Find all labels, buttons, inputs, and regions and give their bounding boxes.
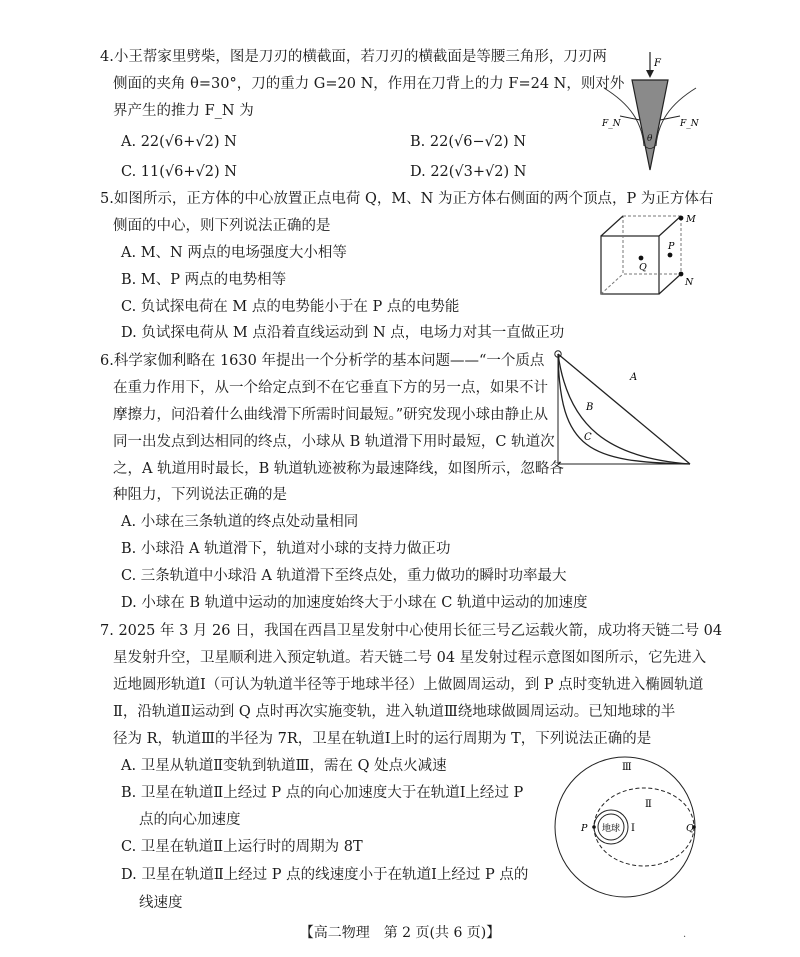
q4-normal-left-label: F_N	[602, 119, 621, 129]
q4-stem-line-2: 侧面的夹角 θ=30°，刀的重力 G=20 N，作用在刀背上的力 F=24 N，则对外	[113, 76, 625, 92]
q6-stem-line-1: 6.科学家伽利略在 1630 年提出一个分析学的基本问题——“一个质点	[100, 353, 545, 369]
corner-mark: ·	[683, 932, 687, 943]
q6-stem-line-3: 摩擦力，问沿着什么曲线滑下所需时间最短。”研究发现小球由静止从	[113, 407, 549, 423]
q6-option-c: C. 三条轨道中小球沿 A 轨道滑下至终点处，重力做功的瞬时功率最大	[121, 568, 567, 584]
q6-stem-line-4: 同一出发点到达相同的终点，小球从 B 轨道滑下用时最短，C 轨道次	[113, 434, 555, 450]
q4-option-d: D. 22(√3+√2) N	[410, 164, 527, 180]
q7-option-d-line-1: D. 卫星在轨道Ⅱ上经过 P 点的线速度小于在轨道Ⅰ上经过 P 点的	[121, 867, 529, 883]
q7-orbit-3	[555, 757, 695, 897]
q4-stem-line-3: 界产生的推力 F_N 为	[113, 103, 254, 119]
q6-label-c: C	[584, 432, 592, 443]
q5-option-c: C. 负试探电荷在 M 点的电势能小于在 P 点的电势能	[121, 299, 460, 315]
q4-blade-figure	[598, 50, 710, 175]
q7-label-p: P	[581, 823, 588, 834]
q6-stem-line-5: 之，A 轨道用时最长，B 轨道轨迹被称为最速降线，如图所示，忽略各	[113, 461, 564, 477]
q7-label-orbit3: Ⅲ	[622, 762, 632, 773]
q7-label-earth: 地球	[602, 824, 621, 834]
q7-stem-line-2: 星发射升空，卫星顺利进入预定轨道。若天链二号 04 星发射过程示意图如图所示，它先进入	[113, 650, 707, 666]
q7-label-orbit2: Ⅱ	[645, 799, 652, 810]
q4-force-label: F	[654, 58, 661, 69]
q4-stem-line-1: 4.小王帮家里劈柴，图是刀刃的横截面，若刀刃的横截面是等腰三角形，刀刃两	[100, 49, 607, 65]
q5-label-n: N	[685, 277, 694, 288]
q5-option-d: D. 负试探电荷从 M 点沿着直线运动到 N 点，电场力对其一直做正功	[121, 325, 565, 341]
q5-label-m: M	[686, 214, 696, 225]
q7-option-d-line-2: 线速度	[139, 895, 183, 911]
q7-stem-line-1: 7. 2025 年 3 月 26 日，我国在西昌卫星发射中心使用长征三号乙运载火箭，成功将天链二号 04	[100, 623, 723, 639]
q4-angle-label: θ	[647, 134, 653, 144]
q6-option-d: D. 小球在 B 轨道中运动的加速度始终大于小球在 C 轨道中运动的加速度	[121, 595, 588, 611]
q6-track-figure	[548, 346, 696, 468]
q7-stem-line-4: Ⅱ，沿轨道Ⅱ运动到 Q 点时再次实施变轨，进入轨道Ⅲ绕地球做圆周运动。已知地球的半	[113, 704, 676, 720]
q5-cube-figure	[595, 212, 705, 297]
q4-option-c: C. 11(√6+√2) N	[121, 164, 237, 180]
q4-option-b: B. 22(√6−√2) N	[410, 134, 527, 150]
q4-normal-right-label: F_N	[680, 119, 699, 129]
q7-option-c: C. 卫星在轨道Ⅱ上运行时的周期为 8T	[121, 839, 363, 855]
q5-stem-line-1: 5.如图所示，正方体的中心放置正点电荷 Q，M、N 为正方体右侧面的两个顶点，P 为正方体右	[100, 191, 714, 207]
q4-option-a: A. 22(√6+√2) N	[121, 134, 237, 150]
q6-option-b: B. 小球沿 A 轨道滑下，轨道对小球的支持力做正功	[121, 541, 451, 557]
q5-option-b: B. M、P 两点的电势相等	[121, 272, 287, 288]
q5-label-q: Q	[639, 262, 647, 273]
page-footer: 【高二物理 第 2 页(共 6 页)】	[299, 925, 501, 941]
q6-label-a: A	[630, 372, 638, 383]
q7-option-b-line-1: B. 卫星在轨道Ⅱ上经过 P 点的向心加速度大于在轨道Ⅰ上经过 P	[121, 785, 524, 801]
q5-label-p: P	[668, 241, 675, 252]
q6-track-a	[558, 354, 690, 464]
q6-option-a: A. 小球在三条轨道的终点处动量相同	[121, 514, 359, 530]
q7-stem-line-3: 近地圆形轨道Ⅰ（可认为轨道半径等于地球半径）上做圆周运动，到 P 点时变轨进入椭圆轨道	[113, 677, 704, 693]
q7-stem-line-5: 径为 R，轨道Ⅲ的半径为 7R，卫星在轨道Ⅰ上时的运行周期为 T，下列说法正确的是	[113, 731, 652, 747]
q5-option-a: A. M、N 两点的电场强度大小相等	[121, 245, 347, 261]
q7-option-b-line-2: 点的向心加速度	[139, 812, 241, 828]
q6-stem-line-6: 种阻力，下列说法正确的是	[113, 487, 287, 503]
q7-label-orbit1: Ⅰ	[631, 823, 635, 834]
q6-stem-line-2: 在重力作用下，从一个给定点到不在它垂直下方的另一点，如果不计	[113, 380, 548, 396]
q7-label-q: Q	[686, 823, 694, 834]
q5-stem-line-2: 侧面的中心，则下列说法正确的是	[113, 218, 331, 234]
q7-option-a: A. 卫星从轨道Ⅱ变轨到轨道Ⅲ，需在 Q 处点火减速	[121, 758, 447, 774]
q7-orbit-figure	[550, 752, 700, 902]
q6-label-b: B	[586, 402, 594, 413]
